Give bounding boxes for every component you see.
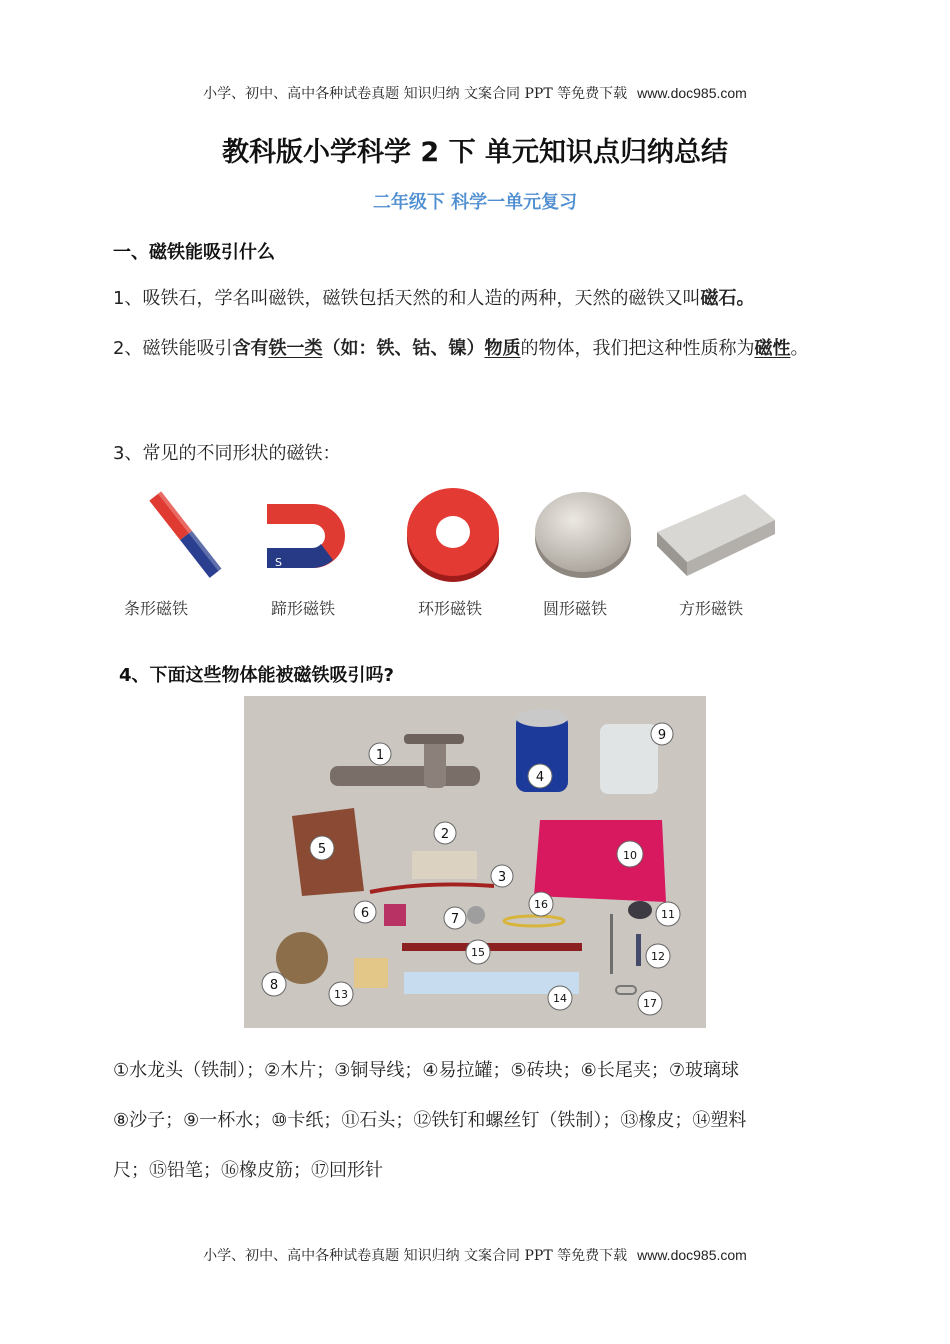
p2-b1: 含有 [232, 338, 269, 359]
marker-num: 4 [535, 770, 545, 785]
marker-num: 9 [657, 728, 667, 743]
marker-2 [434, 822, 456, 844]
marker-num: 6 [360, 906, 370, 921]
p1-text: 1、吸铁石，学名叫磁铁，磁铁包括天然的和人造的两种，天然的磁铁又叫 [113, 288, 701, 309]
marker-3 [491, 865, 513, 887]
pencil-shape [402, 943, 582, 951]
p2-u1: 铁一类 [268, 338, 323, 359]
marker-14 [548, 986, 572, 1010]
marker-13 [329, 982, 353, 1006]
marker-num: 2 [440, 827, 450, 842]
footer-site[interactable]: www.doc985.com [637, 1247, 747, 1263]
marker-1 [369, 743, 391, 765]
marker-15 [466, 940, 490, 964]
footer-text: 小学、初中、高中各种试卷真题 知识归纳 文案合同 PPT 等免费下载 [203, 1248, 628, 1264]
label-bar-magnet: 条形磁铁 [124, 599, 189, 618]
marker-num: 7 [450, 912, 460, 927]
items-line-1: ①水龙头（铁制）；②木片；③铜导线；④易拉罐；⑤砖块；⑥长尾夹；⑦玻璃球 [113, 1060, 739, 1081]
page-subtitle: 二年级下 科学一单元复习 [372, 192, 578, 213]
marker-16 [529, 892, 553, 916]
paragraph-1 [113, 274, 843, 324]
marker-num: 14 [553, 992, 567, 1005]
marker-12 [646, 944, 670, 968]
paragraph-2 [113, 324, 843, 374]
label-round-magnet: 圆形磁铁 [543, 599, 608, 618]
label-ring-magnet: 环形磁铁 [418, 599, 483, 618]
marker-num: 16 [534, 898, 548, 911]
svg-text:S: S [275, 556, 282, 569]
items-line-3: 尺；⑮铅笔；⑯橡皮筋；⑰回形针 [113, 1160, 383, 1181]
marker-num: 8 [269, 978, 279, 993]
marker-num: 3 [497, 870, 507, 885]
marker-7 [444, 907, 466, 929]
round-magnet-image [531, 482, 636, 587]
marker-num: 13 [334, 988, 348, 1001]
p2-u2: 物质 [484, 338, 521, 359]
marker-5 [310, 836, 334, 860]
bar-magnet-image [133, 482, 233, 587]
p2-end: 。 [790, 338, 809, 359]
marker-num: 5 [317, 842, 327, 857]
section-heading-1: 一、磁铁能吸引什么 [113, 242, 275, 263]
p2-mid: 的物体，我们把这种性质称为 [520, 338, 755, 359]
marker-num: 10 [623, 849, 637, 862]
header-site[interactable]: www.doc985.com [637, 85, 747, 101]
marker-6 [354, 901, 376, 923]
section-heading-4: 4、下面这些物体能被磁铁吸引吗? [119, 665, 394, 686]
card-shape [534, 820, 666, 902]
marker-num: 15 [471, 946, 485, 959]
marker-9 [651, 723, 673, 745]
page-footer [0, 1245, 950, 1265]
marker-8 [262, 972, 286, 996]
paragraph-3: 3、常见的不同形状的磁铁： [113, 443, 341, 464]
p2-pre: 2、磁铁能吸引 [113, 338, 233, 359]
marker-4 [528, 764, 552, 788]
marker-17 [638, 991, 662, 1015]
p2-b2: （如：铁、钴、镍） [322, 338, 485, 359]
header-text: 小学、初中、高中各种试卷真题 知识归纳 文案合同 PPT 等免费下载 [203, 86, 628, 102]
items-line-2: ⑧沙子；⑨一杯水；⑩卡纸；⑪石头；⑫铁钉和螺丝钉（铁制）；⑬橡皮；⑭塑料 [113, 1110, 747, 1131]
sand-shape [276, 932, 328, 984]
p1-bold: 磁石。 [700, 288, 755, 309]
label-square-magnet: 方形磁铁 [679, 599, 744, 618]
page-header [0, 83, 950, 103]
objects-photo [244, 696, 706, 1028]
magnet-shapes-figure [113, 482, 813, 622]
wood-shape [412, 851, 477, 879]
marker-num: 12 [651, 950, 665, 963]
page-title: 教科版小学科学 2 下 单元知识点归纳总结 [222, 137, 728, 168]
square-magnet-image [653, 482, 778, 587]
p2-u3: 磁性 [754, 338, 791, 359]
faucet-shape [330, 766, 480, 786]
ring-magnet-image [403, 482, 503, 587]
marker-11 [656, 902, 680, 926]
marker-num: 17 [643, 997, 657, 1010]
marker-num: 1 [375, 748, 385, 763]
label-horseshoe-magnet: 蹄形磁铁 [271, 599, 336, 618]
marker-num: 11 [661, 908, 675, 921]
marker-10 [617, 841, 643, 867]
horseshoe-magnet-image [261, 482, 366, 587]
